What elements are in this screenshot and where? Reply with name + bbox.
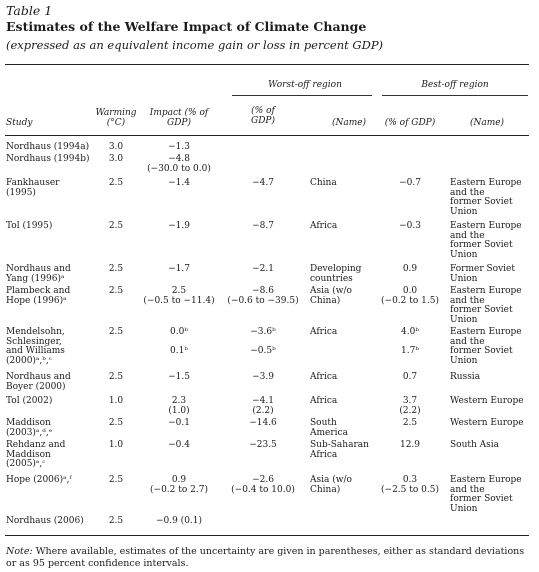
worst-off-region-cell: Asia (w/o China) bbox=[310, 286, 352, 306]
impact-cell: −0.4 bbox=[168, 440, 190, 450]
worst-off-value-cell: −2.1 bbox=[252, 264, 274, 274]
warming-cell: 3.0 bbox=[108, 154, 124, 164]
worst-off-subrule bbox=[232, 95, 372, 96]
table-note bbox=[6, 546, 532, 570]
table-caption: Table 1 bbox=[6, 3, 53, 18]
study-cell: Tol (1995) bbox=[6, 221, 53, 231]
warming-cell: 2.5 bbox=[108, 516, 124, 526]
worst-off-region-cell: China bbox=[310, 178, 337, 188]
best-off-region-cell: Western Europe bbox=[450, 418, 524, 428]
impact-cell: −1.9 bbox=[168, 221, 190, 231]
worst-off-region-cell: Africa bbox=[310, 396, 338, 406]
impact-cell: −0.9 (0.1) bbox=[155, 516, 203, 526]
worst-off-group-header: Worst-off region bbox=[268, 80, 342, 90]
warming-cell: 2.5 bbox=[108, 475, 124, 485]
warming-cell: 1.0 bbox=[108, 396, 124, 406]
header-worst-name: (Name) bbox=[331, 118, 367, 128]
header-study: Study bbox=[6, 118, 33, 128]
impact-cell: 0.9 (−0.2 to 2.7) bbox=[150, 475, 208, 495]
study-cell: Nordhaus (2006) bbox=[6, 516, 84, 526]
best-off-region-cell: Eastern Europe and the former Soviet Union bbox=[450, 178, 522, 217]
best-off-region-cell: Eastern Europe and the former Soviet Union bbox=[450, 327, 522, 366]
warming-cell: 1.0 bbox=[108, 440, 124, 450]
study-cell: Nordhaus (1994b) bbox=[6, 154, 90, 164]
worst-off-value-cell: −14.6 bbox=[249, 418, 277, 428]
best-off-value-cell: −0.7 bbox=[399, 178, 421, 188]
impact-cell: −1.3 bbox=[168, 142, 190, 152]
note-label: Note: bbox=[6, 546, 33, 557]
best-off-value-cell: 2.5 bbox=[402, 418, 418, 428]
best-off-value-cell: 12.9 bbox=[399, 440, 421, 450]
best-off-subrule bbox=[382, 95, 528, 96]
study-cell: Nordhaus (1994a) bbox=[6, 142, 90, 152]
warming-cell: 2.5 bbox=[108, 221, 124, 231]
header-rule bbox=[5, 135, 529, 136]
impact-cell: −0.1 bbox=[168, 418, 190, 428]
header-warming: Warming (°C) bbox=[95, 108, 137, 128]
study-cell: Rehdanz and Maddison (2005)ᵃ,ᶜ bbox=[6, 440, 66, 469]
study-cell: Nordhaus and Boyer (2000) bbox=[6, 372, 71, 392]
best-off-region-cell: Eastern Europe and the former Soviet Union bbox=[450, 286, 522, 325]
header-worst-pct: (% of GDP) bbox=[251, 106, 275, 126]
note-text: Where available, estimates of the uncertainty are given in parentheses, either as standard deviations or as 95 percent confidence intervals. bbox=[6, 546, 525, 569]
worst-off-value-cell: −3.9 bbox=[252, 372, 274, 382]
impact-cell: 0.0ᵇ 0.1ᵇ bbox=[170, 327, 188, 356]
warming-cell: 2.5 bbox=[108, 286, 124, 296]
warming-cell: 2.5 bbox=[108, 372, 124, 382]
warming-cell: 3.0 bbox=[108, 142, 124, 152]
best-off-value-cell: 0.9 bbox=[402, 264, 418, 274]
study-cell: Maddison (2003)ᵃ,ᵈ,ᵉ bbox=[6, 418, 53, 438]
header-best-name: (Name) bbox=[469, 118, 505, 128]
best-off-group-header: Best-off region bbox=[421, 80, 489, 90]
study-cell: Tol (2002) bbox=[6, 396, 53, 406]
top-rule bbox=[5, 64, 529, 65]
study-cell: Hope (2006)ᵃ,ᶠ bbox=[6, 475, 72, 485]
study-cell: Mendelsohn, Schlesinger, and Williams (2000)ᵃ,ᵇ,ᶜ bbox=[6, 327, 65, 366]
worst-off-value-cell: −8.7 bbox=[252, 221, 274, 231]
impact-cell: −1.4 bbox=[168, 178, 190, 188]
worst-off-region-cell: Asia (w/o China) bbox=[310, 475, 352, 495]
best-off-region-cell: Russia bbox=[450, 372, 481, 382]
impact-cell: 2.5 (−0.5 to −11.4) bbox=[143, 286, 215, 306]
header-best-pct: (% of GDP) bbox=[384, 118, 436, 128]
warming-cell: 2.5 bbox=[108, 418, 124, 428]
study-cell: Plambeck and Hope (1996)ᵃ bbox=[6, 286, 71, 306]
worst-off-region-cell: Developing countries bbox=[310, 264, 362, 284]
worst-off-region-cell: Africa bbox=[310, 221, 338, 231]
study-cell: Nordhaus and Yang (1996)ᵃ bbox=[6, 264, 71, 284]
impact-cell: −1.5 bbox=[168, 372, 190, 382]
best-off-value-cell: 3.7 (2.2) bbox=[399, 396, 421, 416]
best-off-value-cell: 4.0ᵇ 1.7ᵇ bbox=[401, 327, 419, 356]
best-off-region-cell: Eastern Europe and the former Soviet Union bbox=[450, 475, 522, 514]
worst-off-value-cell: −3.6ᵇ −0.5ᵇ bbox=[250, 327, 276, 356]
best-off-value-cell: −0.3 bbox=[399, 221, 421, 231]
worst-off-region-cell: South America bbox=[310, 418, 348, 438]
worst-off-region-cell: Sub-Saharan Africa bbox=[310, 440, 369, 460]
impact-cell: −1.7 bbox=[168, 264, 190, 274]
warming-cell: 2.5 bbox=[108, 327, 124, 337]
best-off-region-cell: Eastern Europe and the former Soviet Union bbox=[450, 221, 522, 260]
best-off-region-cell: South Asia bbox=[450, 440, 500, 450]
warming-cell: 2.5 bbox=[108, 264, 124, 274]
best-off-value-cell: 0.7 bbox=[402, 372, 418, 382]
warming-cell: 2.5 bbox=[108, 178, 124, 188]
best-off-region-cell: Western Europe bbox=[450, 396, 524, 406]
table-title: Estimates of the Welfare Impact of Climate Change bbox=[6, 19, 367, 34]
best-off-value-cell: 0.3 (−2.5 to 0.5) bbox=[381, 475, 439, 495]
best-off-value-cell: 0.0 (−0.2 to 1.5) bbox=[381, 286, 439, 306]
worst-off-region-cell: Africa bbox=[310, 327, 338, 337]
worst-off-region-cell: Africa bbox=[310, 372, 338, 382]
table-subtitle: (expressed as an equivalent income gain or loss in percent GDP) bbox=[6, 38, 384, 52]
header-impact: Impact (% of GDP) bbox=[149, 108, 209, 128]
study-cell: Fankhauser (1995) bbox=[6, 178, 60, 198]
impact-cell: 2.3 (1.0) bbox=[168, 396, 190, 416]
worst-off-value-cell: −4.7 bbox=[252, 178, 274, 188]
best-off-region-cell: Former Soviet Union bbox=[450, 264, 515, 284]
worst-off-value-cell: −2.6 (−0.4 to 10.0) bbox=[231, 475, 295, 495]
worst-off-value-cell: −23.5 bbox=[249, 440, 277, 450]
bottom-rule bbox=[5, 535, 529, 536]
worst-off-value-cell: −4.1 (2.2) bbox=[252, 396, 274, 416]
impact-cell: −4.8 (−30.0 to 0.0) bbox=[147, 154, 211, 174]
worst-off-value-cell: −8.6 (−0.6 to −39.5) bbox=[227, 286, 299, 306]
